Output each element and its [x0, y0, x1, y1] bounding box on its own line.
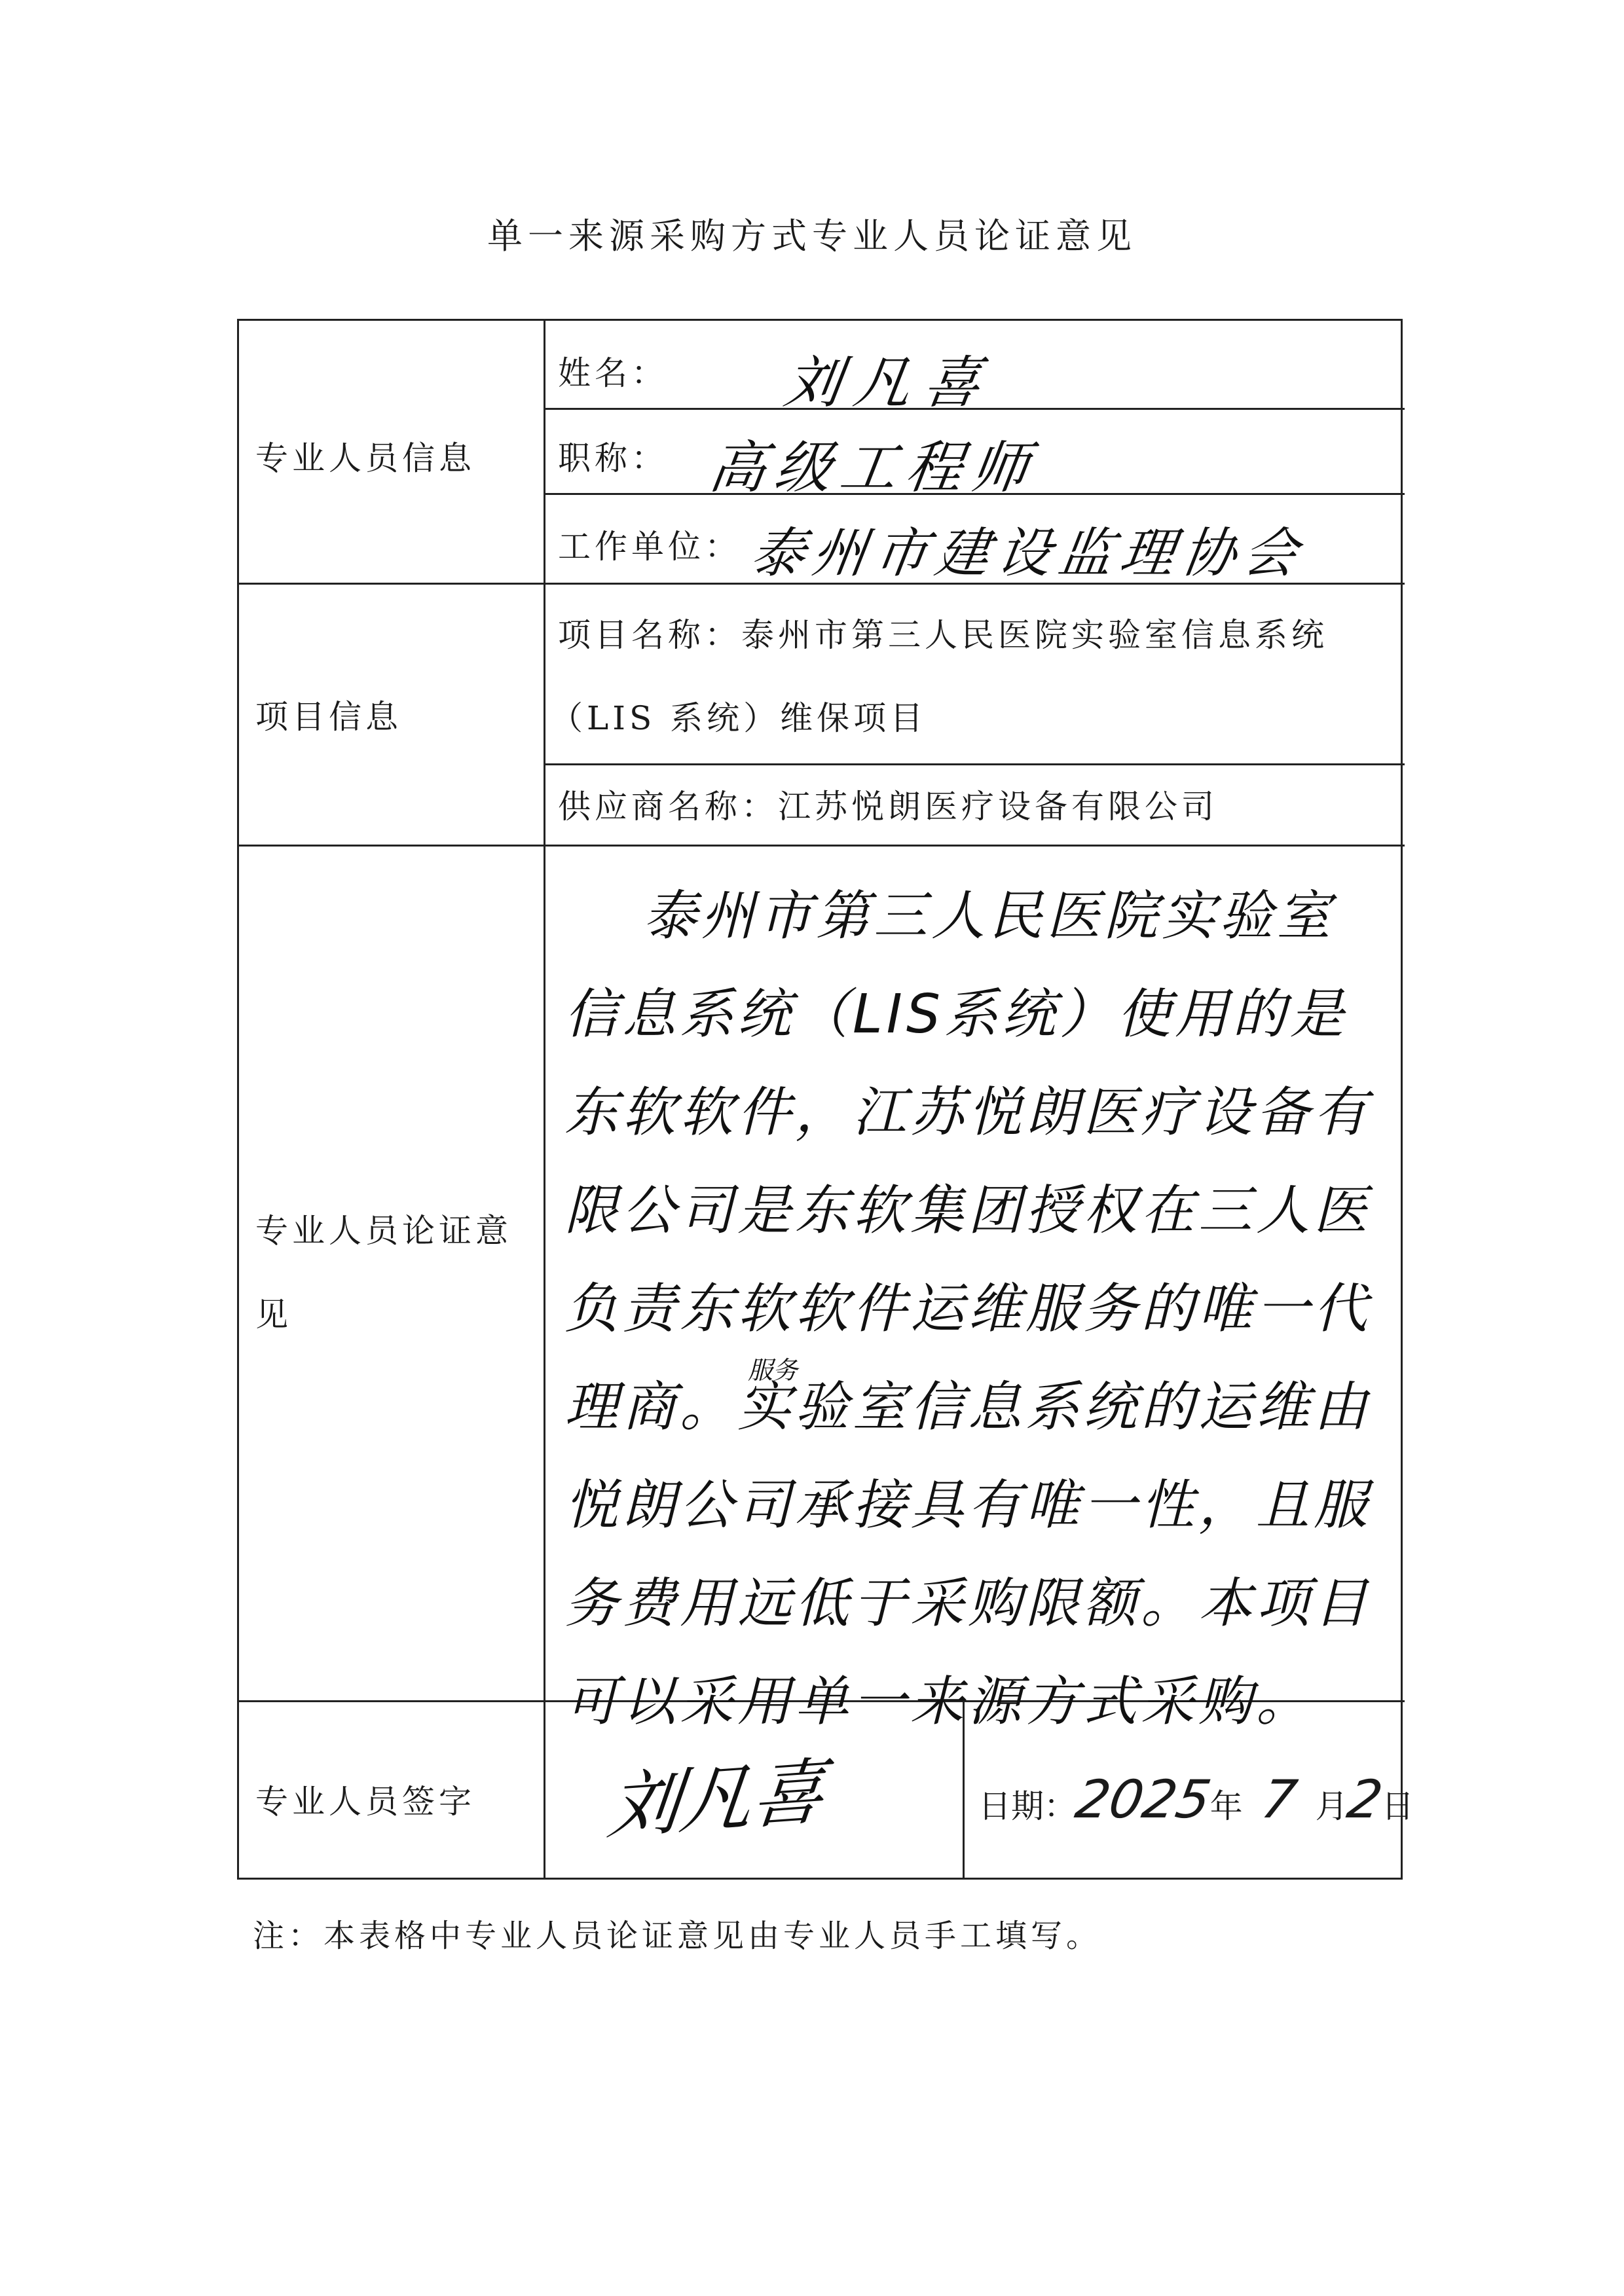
expert-signature: 刘凡喜	[604, 1749, 829, 1850]
date-label: 日期：	[978, 1787, 1077, 1825]
column-divider-label	[544, 321, 545, 1880]
project-name-line2: （LIS 系统）维保项目	[550, 699, 927, 737]
signature-label: 专业人员签字	[255, 1783, 475, 1821]
title-value-handwritten: 高级工程师	[705, 435, 1042, 501]
project-name-line1: 项目名称：泰州市第三人民医院实验室信息系统	[558, 616, 1328, 654]
name-value-handwritten: 刘凡喜	[780, 350, 998, 416]
opinion-label-line1: 专业人员论证意	[255, 1212, 512, 1250]
title-label: 职称：	[558, 439, 668, 477]
date-day-suffix: 日	[1381, 1787, 1414, 1825]
date-year-handwritten: 2025	[1071, 1769, 1215, 1830]
expert-info-label: 专业人员信息	[255, 439, 475, 477]
opinion-handwritten-text: 泰州市第三人民医院实验室信息系统（LIS系统）使用的是东软软件，江苏悦朗医疗设备有限公司是东软集团授权在三人医负责东软软件运维服务的唯一代理商。实验室信息系统的运维由悦朗公司承接具有唯一性，且服务费用远低于采购限额。本项目可以采用单一来源方式采购。	[564, 885, 1371, 1733]
unit-label: 工作单位：	[558, 528, 741, 566]
project-info-label: 项目信息	[255, 698, 402, 736]
opinion-insert-mark: 服务	[748, 1356, 798, 1385]
row-divider-project-section	[239, 845, 1405, 847]
date-year-suffix: 年	[1209, 1787, 1243, 1825]
document-title: 单一来源采购方式专业人员论证意见	[487, 215, 1137, 257]
opinion-label-line2: 见	[255, 1296, 292, 1334]
unit-value-handwritten: 泰州市建设监理协会	[747, 522, 1310, 585]
signature-date	[978, 1769, 1414, 1830]
date-month-suffix: 月	[1315, 1787, 1348, 1825]
supplier-name: 供应商名称：江苏悦朗医疗设备有限公司	[558, 788, 1218, 826]
footnote: 注：本表格中专业人员论证意见由专业人员手工填写。	[253, 1918, 1102, 1954]
name-label: 姓名：	[558, 354, 668, 392]
date-month-handwritten: 7	[1257, 1769, 1301, 1830]
date-day-handwritten: 2	[1342, 1769, 1387, 1830]
row-divider-supplier	[545, 763, 1405, 765]
